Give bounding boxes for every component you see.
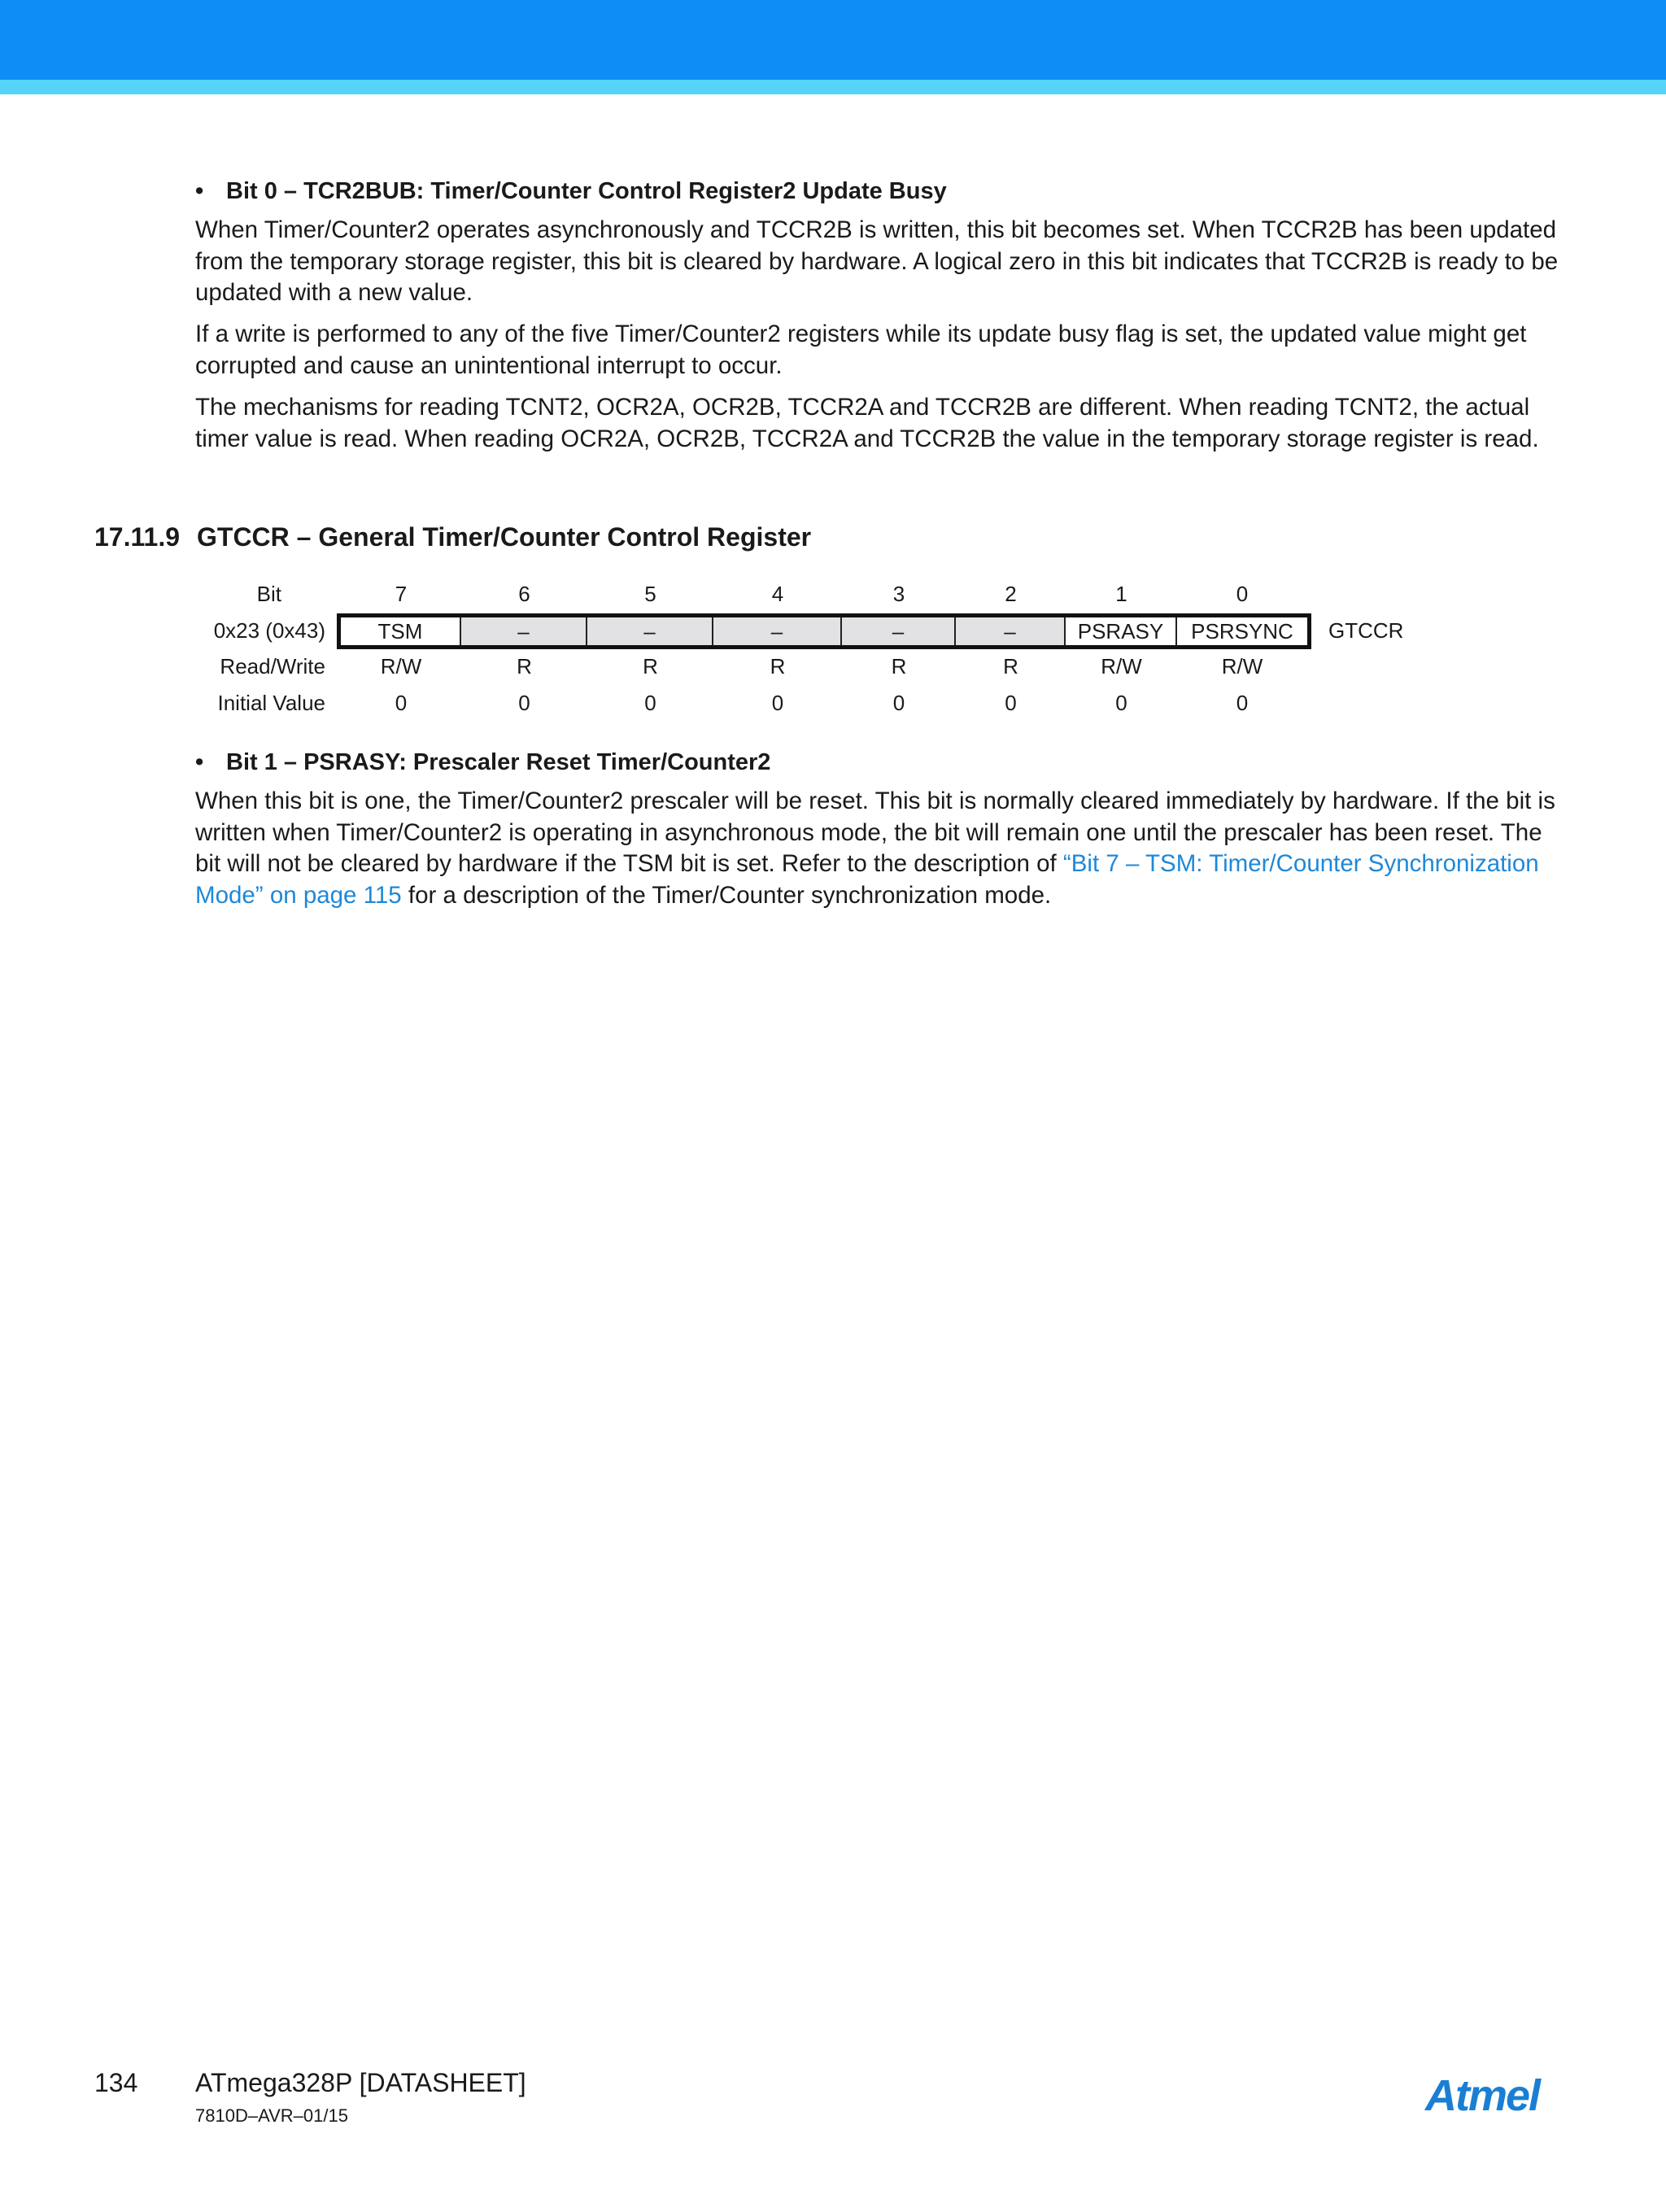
bit-number-bit5: 5 (644, 582, 656, 606)
bit0-paragraph-1: When Timer/Counter2 operates asynchronously and TCCR2B is written, this bit becomes set. When TCCR2B has been updated from the temporary storage register, this bit is cleared by hardware. A logical zero in this bit indicates that TCCR2B is ready to be updated with a new value. (195, 216, 1559, 306)
bullet: • (195, 178, 204, 204)
initial-value-bit0: 0 (1236, 691, 1249, 715)
field-bit7: TSM (341, 617, 461, 645)
bit0-paragraph-3: The mechanisms for reading TCNT2, OCR2A, OCR2B, TCCR2A and TCCR2B are different. When reading TCNT2, the actual timer value is read. When reading OCR2A, OCR2B, TCCR2A and TCCR2B the value in the temporary storage register is read. (195, 394, 1539, 452)
bullet: • (195, 749, 204, 775)
initial-value-bit3: 0 (892, 691, 905, 715)
section-number: 17.11.9 (94, 522, 180, 552)
bit1-text-after: for a description of the Timer/Counter synchronization mode. (401, 881, 1052, 909)
page-number: 134 (94, 2068, 138, 2097)
initial-value-bit2: 0 (1005, 691, 1017, 715)
field-bit5: – (587, 617, 713, 645)
bit0-heading-text: Bit 0 – TCR2BUB: Timer/Counter Control Register2 Update Busy (226, 178, 947, 204)
access-bit5: R (643, 654, 658, 678)
bit-number-bit2: 2 (1005, 582, 1017, 606)
register-fields-box (337, 613, 1311, 649)
header-stripe (0, 80, 1666, 94)
tsm-reference-link[interactable]: “Bit 7 – TSM: Timer/Counter Synchronization Mode” on page 115 (195, 850, 1539, 909)
document-title: ATmega328P [DATASHEET] (195, 2068, 526, 2097)
bit-number-bit7: 7 (395, 582, 408, 606)
row-label-address: 0x23 (0x43) (213, 618, 325, 643)
field-bit1: PSRASY (1066, 617, 1177, 645)
initial-value-bit7: 0 (395, 691, 408, 715)
initial-value-bit5: 0 (644, 691, 656, 715)
atmel-logo (1424, 2073, 1570, 2118)
bit1-heading (195, 747, 770, 778)
row-label-bit: Bit (256, 582, 281, 606)
bit0-paragraph-2: If a write is performed to any of the five Timer/Counter2 registers while its update busy flag is set, the updated value might get corrupted and cause an unintentional interrupt to occur. (195, 321, 1527, 379)
access-bit2: R (1003, 654, 1018, 678)
access-bit1: R/W (1101, 654, 1142, 678)
section-title: GTCCR – General Timer/Counter Control Register (197, 522, 812, 552)
bit-number-bit6: 6 (518, 582, 530, 606)
field-bit0: PSRSYNC (1177, 617, 1307, 645)
bit0-heading (195, 176, 947, 207)
bit1-paragraph (195, 786, 1570, 911)
field-bit4: – (713, 617, 842, 645)
bit-number-bit0: 0 (1236, 582, 1249, 606)
register-name: GTCCR (1328, 618, 1404, 643)
atmel-logo-text: Atmel (1425, 2073, 1540, 2118)
bit1-heading-text: Bit 1 – PSRASY: Prescaler Reset Timer/Counter2 (226, 749, 771, 775)
access-bit6: R (517, 654, 532, 678)
bit-number-bit4: 4 (771, 582, 784, 606)
bit-number-bit1: 1 (1115, 582, 1127, 606)
access-bit3: R (891, 654, 907, 678)
field-bit2: – (956, 617, 1066, 645)
header-bar (0, 0, 1666, 80)
initial-value-bit6: 0 (518, 691, 530, 715)
bit1-text-before: When this bit is one, the Timer/Counter2 prescaler will be reset. This bit is normally cleared immediately by hardware. If the bit is written when Timer/Counter2 is operating in asynchronous mode, the bit will remain one until the prescaler has been reset. The bit will not be cleared by hardware if the TSM bit is set. Refer to the description of (195, 788, 1555, 877)
initial-value-bit1: 0 (1115, 691, 1127, 715)
row-label-initial-value: Initial Value (217, 691, 325, 715)
access-bit4: R (770, 654, 786, 678)
field-bit6: – (461, 617, 587, 645)
bit-number-bit3: 3 (892, 582, 905, 606)
initial-value-bit4: 0 (771, 691, 784, 715)
access-bit7: R/W (380, 654, 422, 678)
section-heading (94, 521, 811, 553)
field-bit3: – (842, 617, 956, 645)
document-code: 7810D–AVR–01/15 (195, 2105, 348, 2126)
row-label-read-write: Read/Write (220, 654, 325, 678)
access-bit0: R/W (1221, 654, 1263, 678)
